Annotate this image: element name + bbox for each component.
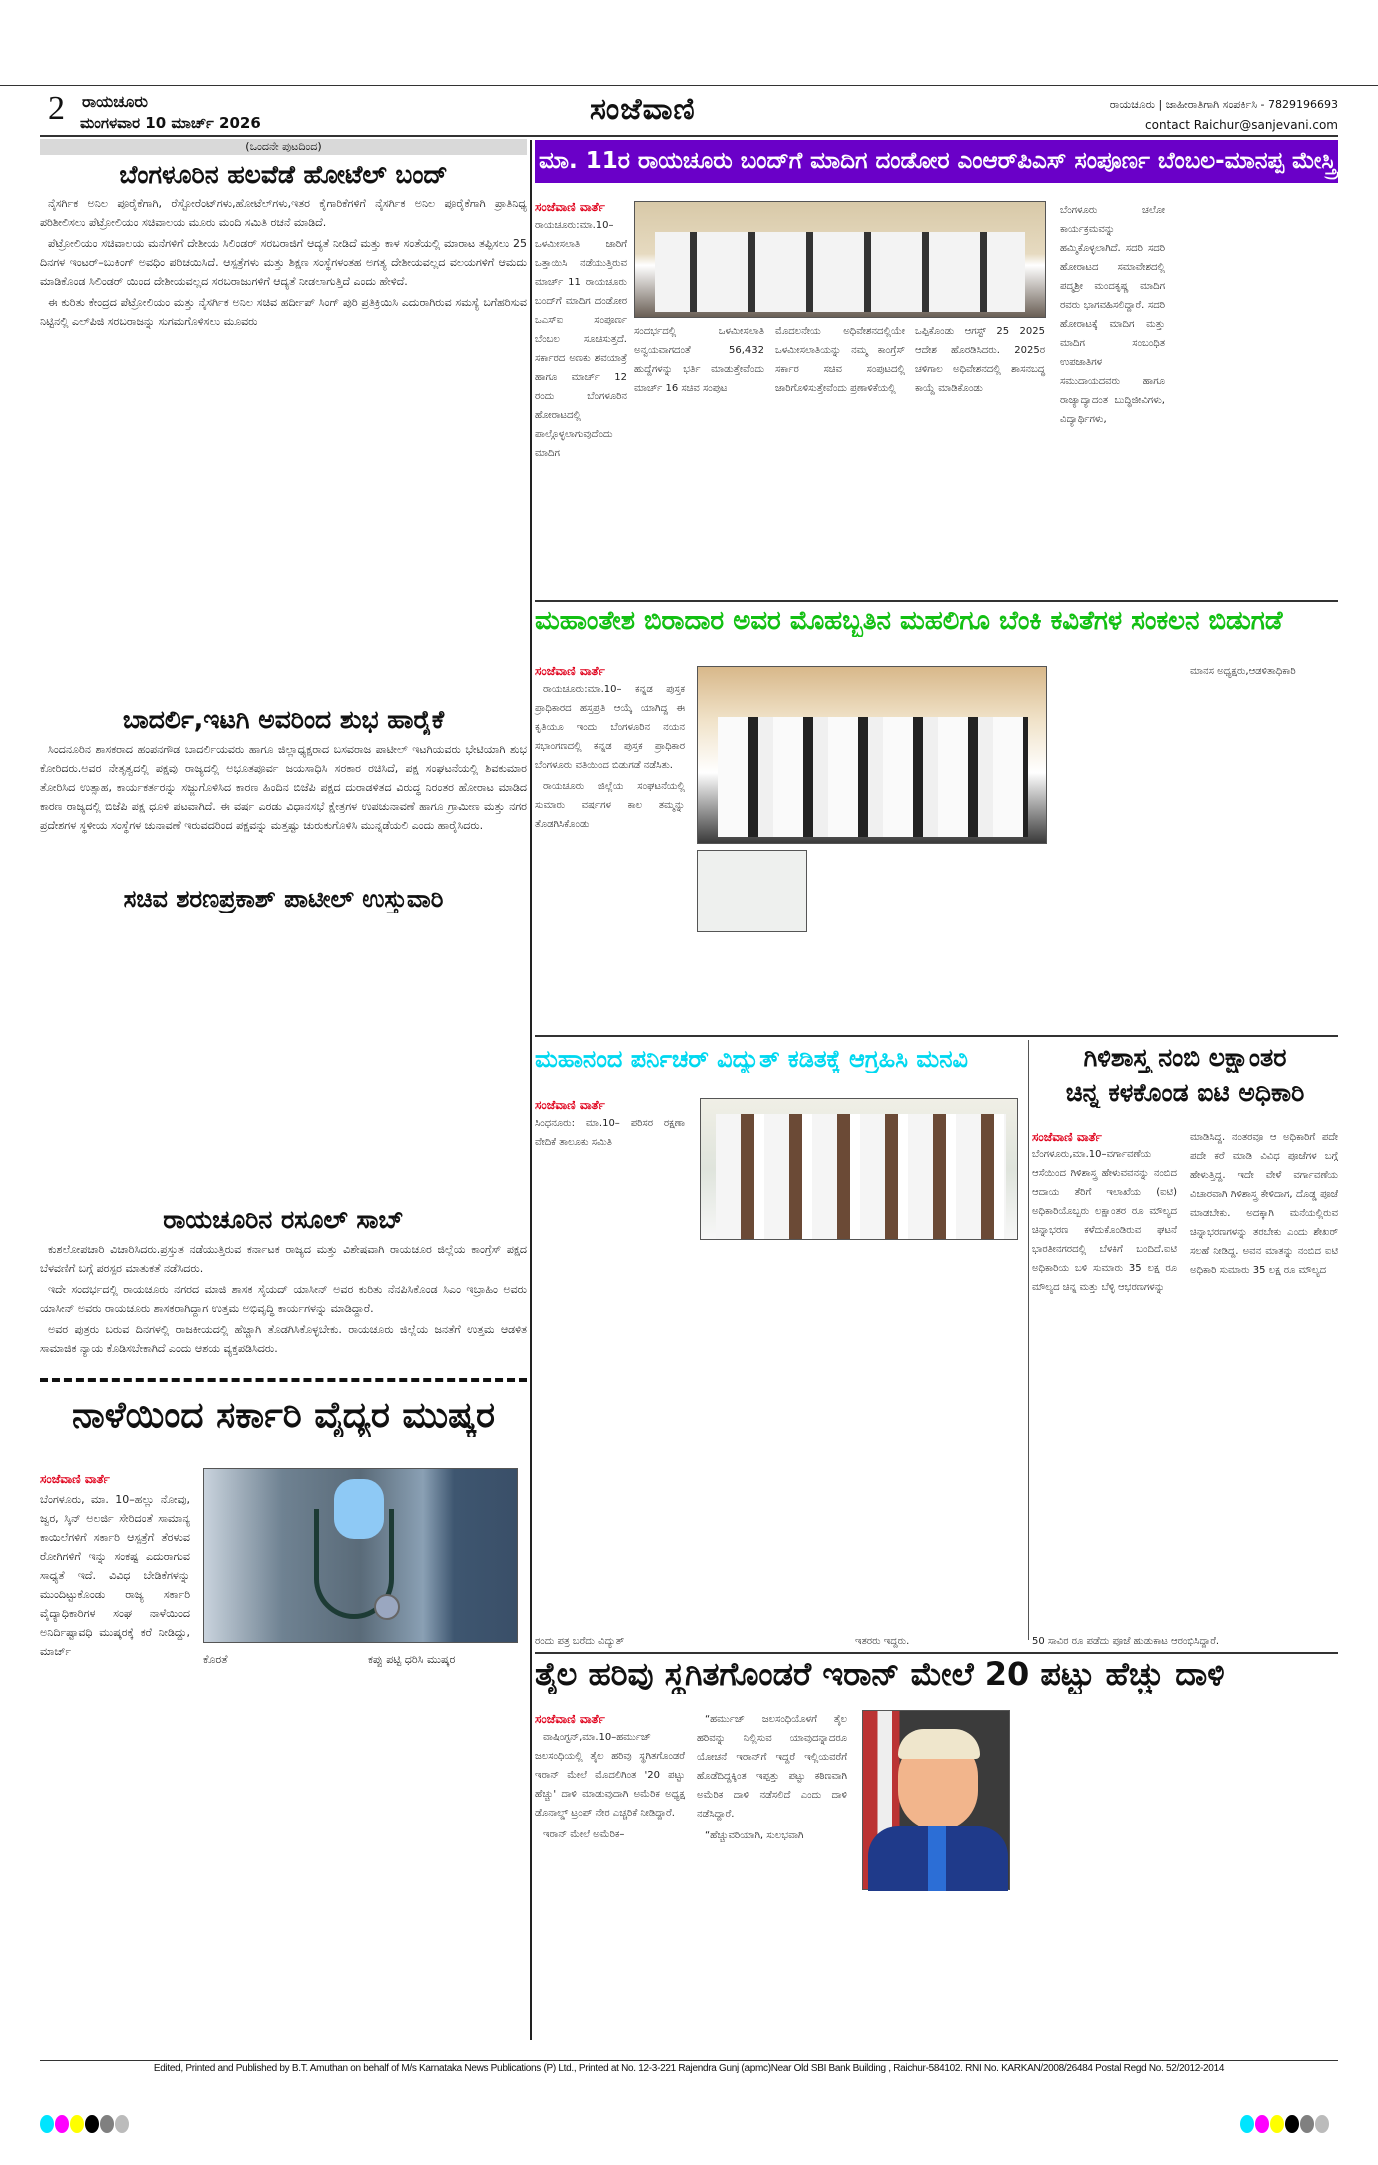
registration-marks-left [40,2115,130,2137]
paragraph: “ಹೆಚ್ಚುವರಿಯಾಗಿ, ಸುಲಭವಾಗಿ [705,1830,804,1841]
byline: ಸಂಜೆವಾಣಿ ವಾರ್ತೆ [535,664,605,678]
story-hotel-bandh [40,194,527,694]
headline-mahananda-furniture: ಮಹಾನಂದ ಪರ್ನಿಚರ್ ವಿದ್ಯುತ್ ಕಡಿತಕ್ಕೆ ಆಗ್ರಹಿಸಿ ಮನವಿ [535,1045,969,1073]
mahananda-col1: ಸಿಂಧನೂರು: ಮಾ.10– ಪರಿಸರ ರಕ್ಷಣಾ ವೇದಿಕೆ ತಾಲೂಕು ಸಮಿತಿ [535,1118,685,1148]
ad-contact-info: ರಾಯಚೂರು | ಜಾಹೀರಾತಿಗಾಗಿ ಸಂಪರ್ಕಿಸಿ - 7829196693 [1109,98,1338,111]
paragraph: ಇದೇ ಸಂದರ್ಭದಲ್ಲಿ ರಾಯಚೂರು ನಗರದ ಮಾಜಿ ಶಾಸಕ ಸೈಯದ್ ಯಾಸೀನ್ ಅವರ ಕುರಿತು ನೆನಪಿಸಿಕೊಂಡ ಸಿಎಂ ಇಬ್ರಾಹಿಂ ಅವರು ಯಾಸೀನ್ ಅವರು ರಾಯಚೂರು ಶಾಸಕರಾಗಿದ್ದಾಗ ಉತ್ತಮ ಅಭಿವೃದ್ಧಿ ಕಾರ್ಯಗಳನ್ನು ಮಾಡಿದ್ದಾರೆ. [40,1283,527,1315]
paragraph: ಕುಶಲೋಪಚಾರಿ ವಿಚಾರಿಸಿದರು.ಪ್ರಸ್ತುತ ನಡೆಯುತ್ತಿರುವ ಕರ್ನಾಟಕ ರಾಜ್ಯದ ಮತ್ತು ವಿಶೇಷವಾಗಿ ರಾಯಚೂರ ಜಿಲ್ಲೆಯ ಕಾಂಗ್ರೆಸ್ ಪಕ್ಷದ ಬೆಳವಣಿಗೆ ಬಗ್ಗೆ ಪರಸ್ಪರ ಮಾತುಕತೆ ನಡೆಸಿದರು. [40,1243,527,1275]
paragraph: ಇರಾನ್ ಮೇಲೆ ಅಮೆರಿಕ– [543,1829,625,1840]
madiga-col1: ರಾಯಚೂರು:ಮಾ.10–ಒಳಮೀಸಲಾತಿ ಜಾರಿಗೆ ಒತ್ತಾಯಿಸಿ ನಡೆಯುತ್ತಿರುವ ಮಾರ್ಚ್ 11 ರಾಯಚೂರು ಬಂದ್‌ಗೆ ಮಾದಿಗ ದಂಡೋರ ಒಎಸ್‌ಐ ಸಂಪೂರ್ಣ ಬೆಂಬಲ ಸೂಚಿಸುತ್ತದೆ. ಸರ್ಕಾರದ ಅಣಕು ಶವಯಾತ್ರೆ ಹಾಗೂ ಮಾರ್ಚ್ 12 ರಂದು ಬೆಂಗಳೂರಿನ ಹೋರಾಟದಲ್ಲಿ ಪಾಲ್ಗೊಳ್ಳಲಾಗುವುದೆಂದು ಮಾದಿಗ [535,220,627,459]
publisher-imprint: Edited, Printed and Published by B.T. Amuthan on behalf of M/s Karnataka News Publications (P) Ltd., Printed at No. 12-3-221 Rajendra Gunj (apmc)Near Old SBI Bank Building , Raichur-584102. RNI No. KARKAN/2008/26484 Postal Regd No. 52/2012-2014 [153,2063,1225,2074]
headline-iran-attack: ತೈಲ ಹರಿವು ಸ್ಥಗಿತಗೊಂಡರೆ ಇರಾನ್ ಮೇಲೆ 20 ಪಟ್ಟು ಹೆಚ್ಚು ದಾಳಿ [535,1655,1225,1693]
madiga-col2: ಸಂದರ್ಭದಲ್ಲಿ ಒಳಮೀಸಲಾತಿ ಅನ್ವಯವಾಗದಂತೆ 56,432 ಹುದ್ದೆಗಳನ್ನು ಭರ್ತಿ ಮಾಡುತ್ತೇವೆಂದು ಮಾರ್ಚ್ 16 ಸಚಿವ ಸಂಪುಟ [634,326,764,394]
headline-poetry-release: ಮಹಾಂತೇಶ ಬಿರಾದಾರ ಅವರ ಮೊಹಬ್ಬತಿನ ಮಹಲಿಗೂ ಬೆಂಕಿ ಕವಿತೆಗಳ ಸಂಕಲನ ಬಿಡುಗಡೆ [535,606,1283,636]
story-doctors-strike: ಬೆಂಗಳೂರು, ಮಾ. 10–ಹಲ್ಲು ನೋವು, ಜ್ವರ, ಸ್ಕಿನ್ ಅಲರ್ಜಿ ಸೇರಿದಂತೆ ಸಾಮಾನ್ಯ ಕಾಯಿಲೆಗಳಿಗೆ ಸರ್ಕಾರಿ ಆಸ್ಪತ್ರೆಗೆ ತೆರಳುವ ರೋಗಿಗಳಿಗೆ ಇನ್ನು ಸಂಕಷ್ಟ ಎದುರಾಗುವ ಸಾಧ್ಯತೆ ಇದೆ. ವಿವಿಧ ಬೇಡಿಕೆಗಳನ್ನು ಮುಂದಿಟ್ಟುಕೊಂಡು ರಾಜ್ಯ ಸರ್ಕಾರಿ ವೈದ್ಯಾಧಿಕಾರಿಗಳ ಸಂಘ ನಾಳೆಯಿಂದ ಅನಿರ್ದಿಷ್ಟಾವಧಿ ಮುಷ್ಕರಕ್ಕೆ ಕರೆ ನೀಡಿದ್ದು, ಮಾರ್ಚ್ [40,1493,190,1658]
mahananda-tail1: ರಂದು ಪತ್ರ ಬರೆದು ವಿದ್ಯುತ್ [535,1636,625,1647]
it-officer-col1: ಬೆಂಗಳೂರು,ಮಾ.10–ವರ್ಗಾವಣೆಯ ಆಸೆಯಿಂದ ಗಿಳಿಶಾಸ್ತ್ರ ಹೇಳುವವನನ್ನು ನಂಬಿದ ಆದಾಯ ತೆರಿಗೆ ಇಲಾಖೆಯ (ಐಟಿ) ಅಧಿಕಾರಿಯೊಬ್ಬರು ಲಕ್ಷಾಂತರ ರೂ ಮೌಲ್ಯದ ಚಿನ್ನಾಭರಣ ಕಳೆದುಕೊಂಡಿರುವ ಘಟನೆ ಭಾರತೀನಗರದಲ್ಲಿ ಬೆಳಕಿಗೆ ಬಂದಿದೆ.ಐಟಿ ಅಧಿಕಾರಿಯ ಬಳಿ ಸುಮಾರು 35 ಲಕ್ಷ ರೂ ಮೌಲ್ಯದ ಚಿನ್ನ ಮತ್ತು ಬೆಳ್ಳಿ ಆಭರಣಗಳನ್ನು [1032,1149,1177,1293]
masthead-text: ಸಂಜೆವಾಣಿ [590,92,696,127]
trump-portrait-photo [862,1710,1010,1890]
madiga-col3: ಮೊದಲನೇಯ ಅಧಿವೇಶನದಲ್ಲಿಯೇ ಒಳಮೀಸಲಾತಿಯನ್ನು ನಮ್ಮ ಕಾಂಗ್ರೆಸ್ ಸರ್ಕಾರ ಸಚಿವ ಸಂಪುಟದಲ್ಲಿ ಜಾರಿಗೊಳಿಸುತ್ತೇವೆಂದು ಪ್ರಣಾಳಿಕೆಯಲ್ಲಿ [775,326,905,394]
iran-col2 [697,1710,847,1847]
paragraph: ಈ ಕುರಿತು ಕೇಂದ್ರದ ಪೆಟ್ರೋಲಿಯಂ ಮತ್ತು ನೈಸರ್ಗಿಕ ಅನಿಲ ಸಚಿವ ಹರ್ದೀಪ್ ಸಿಂಗ್ ಪುರಿ ಪ್ರತಿಕ್ರಿಯಿಸಿ ಎದುರಾಗಿರುವ ಸಮಸ್ಯೆ ಬಗೆಹರಿಸುವ ನಿಟ್ಟಿನಲ್ಲಿ ಎಲ್‌ಪಿಜಿ ಸರಬರಾಜನ್ನು ಸುಗಮಗೊಳಿಸಲು ಮೂವರು [40,296,527,328]
headline-it-officer-line2: ಚಿನ್ನ ಕಳಕೊಂಡ ಐಟಿ ಅಧಿಕಾರಿ [1065,1078,1305,1107]
madiga-col4: ಒಪ್ಪಿಕೊಂಡು ಆಗಸ್ಟ್ 25 2025 ಆದೇಶ ಹೊರಡಿಸಿದರು. 2025ರ ಚಳಿಗಾಲ ಅಧಿವೇಶನದಲ್ಲಿ ಶಾಸನಬದ್ಧ ಕಾಯ್ದೆ ಮಾಡಿಕೊಂಡು [915,326,1045,394]
registration-marks-right [1240,2115,1330,2137]
stethoscope-photo [203,1468,518,1643]
paragraph: ಸಿಂದನೂರಿನ ಶಾಸಕರಾದ ಹಂಪನಗೌಡ ಬಾದರ್ಲಿಯವರು ಹಾಗೂ ಜಿಲ್ಲಾಧ್ಯಕ್ಷರಾದ ಬಸವರಾಜ ಪಾಟೀಲ್ ಇಟಗಿಯವರು ಭೇಟಿಯಾಗಿ ಶುಭ ಕೋರಿದರು.ಅವರ ನೇತೃತ್ವದಲ್ಲಿ ಪಕ್ಷವು ರಾಜ್ಯದಲ್ಲಿ ಅಭೂತಪೂರ್ವ ಜಯಸಾಧಿಸಿ ಸರಕಾರ ರಚಿಸಿದೆ, ಪಕ್ಷ ಸಂಘಟನೆಯಲ್ಲಿ ಶಿವಕುಮಾರ ತೋರಿಸಿದ ಉತ್ಸಾಹ, ಕಾರ್ಯಕರ್ತರನ್ನು ಸಜ್ಜುಗೊಳಿಸಿದ ಕಾರಣ ಹಿಂದಿನ ಬಿಜೆಪಿ ಪಕ್ಷದ ದುರಾಡಳಿತದ ವಿರುದ್ಧ ನಿರಂತರ ಹೋರಾಟ ಮಾಡಿದ ಕಾರಣ ರಾಜ್ಯದಲ್ಲಿ ಬಿಜೆಪಿ ಪಕ್ಷ ಧೂಳಿ ಪಟವಾಗಿದೆ. ಈ ವರ್ಷ ಎರಡು ವಿಧಾನಸಭೆ ಕ್ಷೇತ್ರಗಳ ಉಪಚುನಾವಣೆ ಹಾಗೂ ಗ್ರಾಮೀಣ ಮತ್ತು ನಗರ ಪ್ರದೇಶಗಳ ಸ್ಥಳೀಯ ಸಂಸ್ಥೆಗಳ ಚುನಾವಣೆ ಇರುವದರಿಂದ ಪಕ್ಷವನ್ನು ಮತ್ತಷ್ಟು ಚುರುಕುಗೊಳಿಸಿ ಮುನ್ನಡೆಯಲಿ ಎಂದು ಹಾರೈಸಿದರು. [40,743,527,832]
continued-banner: (ಒಂದನೇ ಪುಟದಿಂದ) [40,139,527,155]
headline-it-officer-line1: ಗಿಳಿಶಾಸ್ತ್ರ ನಂಬಿ ಲಕ್ಷಾಂತರ [1083,1043,1287,1072]
byline: ಸಂಜೆವಾಣಿ ವಾರ್ತೆ [535,1098,605,1112]
byline: ಸಂಜೆವಾಣಿ ವಾರ್ತೆ [40,1472,110,1486]
byline: ಸಂಜೆವಾಣಿ ವಾರ್ತೆ [1032,1130,1102,1144]
story-badarli [40,740,527,880]
page-number: 2 [48,90,65,127]
paragraph: ರಾಯಚೂರು:ಮಾ.10– ಕನ್ನಡ ಪುಸ್ತಕ ಪ್ರಾಧಿಕಾರದ ಹಸ್ತಪ್ರತಿ ಆಯ್ಕೆ ಯಾಗಿದ್ದ ಈ ಕೃತಿಯೂ ಇಂದು ಬೆಂಗಳೂರಿನ ನಯನ ಸಭಾಂಗಣದಲ್ಲಿ ಕನ್ನಡ ಪುಸ್ತಕ ಪ್ರಾಧಿಕಾರ ಬೆಂಗಳೂರು ವತಿಯಿಂದ ಬಿಡುಗಡೆ ನಡೆಸಿತು. [535,684,685,771]
headline-doctors-strike: ನಾಳೆಯಿಂದ ಸರ್ಕಾರಿ ವೈದ್ಯರ ಮುಷ್ಕರ [71,1395,496,1436]
poetry-col5: ಮಾನಸ ಅಧ್ಯಕ್ಷರು,ಆಡಳಿತಾಧಿಕಾರಿ [1190,666,1296,677]
paragraph: ಅವರ ಪುತ್ರರು ಬರುವ ದಿನಗಳಲ್ಲಿ ರಾಜಕೀಯದಲ್ಲಿ ಹೆಚ್ಚಾಗಿ ತೊಡಗಿಸಿಕೊಳ್ಳಬೇಕು. ರಾಯಚೂರು ಜಿಲ್ಲೆಯ ಜನತೆಗೆ ಉತ್ತಮ ಆಡಳಿತ ಸಾಮಾಜಿಕ ನ್ಯಾಯ ಕೊಡಿಸಬೇಕಾಗಿದೆ ಎಂದು ಆಶಯ ವ್ಯಕ್ತಪಡಿಸಿದರು. [40,1323,527,1355]
poetry-col1 [535,680,685,836]
book-cover-image [697,850,807,932]
paragraph: ವಾಷಿಂಗ್ಟನ್,ಮಾ.10–ಹರ್ಮುಜ್ ಜಲಸಂಧಿಯಲ್ಲಿ ತೈಲ ಹರಿವು ಸ್ಥಗಿತಗೊಂಡರೆ ಇರಾನ್ ಮೇಲೆ ಮೊದಲಿಗಿಂತ '20 ಪಟ್ಟು ಹೆಚ್ಚು' ದಾಳಿ ಮಾಡುವುದಾಗಿ ಅಮೆರಿಕ ಅಧ್ಯಕ್ಷ ಡೊನಾಲ್ಡ್ ಟ್ರಂಪ್ ನೇರ ಎಚ್ಚರಿಕೆ ನೀಡಿದ್ದಾರೆ. [535,1732,685,1819]
paragraph: “ಹರ್ಮುಜ್ ಜಲಸಂಧಿಯೊಳಗೆ ತೈಲ ಹರಿವನ್ನು ನಿಲ್ಲಿಸುವ ಯಾವುದನ್ನಾದರೂ ಯೋಚನೆ ಇರಾನ್‌ಗೆ ಇದ್ದರೆ ಇಲ್ಲಿಯವರೆಗೆ ಹೊಡೆದಿದ್ದಕ್ಕಿಂತ ಇಪ್ಪತ್ತು ಪಟ್ಟು ಕಠಿಣವಾಗಿ ಅಮೆರಿಕ ದಾಳಿ ನಡೆಸಲಿದೆ ಎಂದು ದಾಳಿ ನಡೆಸಿದ್ದಾರೆ. [697,1714,847,1820]
doctor-col2: ಕೊರತೆ [203,1653,228,1666]
headline-hotel-bandh: ಬೆಂಗಳೂರಿನ ಹಲವೆಡೆ ಹೋಟೆಲ್ ಬಂದ್ [119,160,448,189]
memorandum-photo [700,1098,1018,1240]
mahananda-tail2: ಇತರರು ಇದ್ದರು. [855,1636,910,1647]
headline-badarli: ಬಾದರ್ಲಿ,ಇಟಗಿ ಅವರಿಂದ ಶುಭ ಹಾರೈಕೆ [122,705,445,734]
paragraph: ರಾಯಚೂರು ಜಿಲ್ಲೆಯ ಸಂಘಟನೆಯಲ್ಲಿ ಸುಮಾರು ವರ್ಷಗಳ ಕಾಲ ತಮ್ಮನ್ನು ತೊಡಗಿಸಿಕೊಂಡು [535,781,685,830]
byline: ಸಂಜೆವಾಣಿ ವಾರ್ತೆ [535,200,605,214]
dashed-divider [40,1378,527,1382]
it-officer-tail: 50 ಸಾವಿರ ರೂ ಪಡೆದು ಪೂಜೆ ಹುಡುಕಾಟ ಆರಂಭಿಸಿದ್ದಾರೆ. [1032,1636,1220,1647]
paragraph: ಪೆಟ್ರೋಲಿಯಂ ಸಚಿವಾಲಯ ಮನೆಗಳಿಗೆ ದೇಶೀಯ ಸಿಲಿಂಡರ್ ಸರಬರಾಜಿಗೆ ಆದ್ಯತೆ ನೀಡಿದೆ ಮತ್ತು ಕಾಳ ಸಂತೆಯಲ್ಲಿ ಮಾರಾಟ ತಪ್ಪಿಸಲು 25 ದಿನಗಳ ಇಂಟರ್–ಬುಕಿಂಗ್ ಅವಧಿಂ ಪರಿಚಯಿಸಿದೆ. ಆಸ್ಪತ್ರೆಗಳು ಮತ್ತು ಶಿಕ್ಷಣ ಸಂಸ್ಥೆಗಳಂತಹ ಅಗತ್ಯ ದೇಶೀಯವಲ್ಲದ ವಲಯಗಳಿಗೆ ಆಮದು ಮಾಡಿಕೊಂಡ ಸಿಲಿಂಡರ್ ಯಿಂದ ದೇಶೀಯವಲ್ಲದ ಸರಬರಾಜುಗಳಿಗೆ ಆದ್ಯತೆ ನೀಡಲಾಗುತ್ತಿದೆ ಎಂದು ಹೇಳಿದೆ. [40,237,527,288]
iran-col1 [535,1728,685,1846]
masthead-logo [590,92,696,127]
email-contact: contact Raichur@sanjevani.com [1145,118,1338,132]
edition-city: ರಾಯಚೂರು [82,92,148,111]
byline: ಸಂಜೆವಾಣಿ ವಾರ್ತೆ [535,1712,605,1726]
doctor-col3: ಕಪ್ಪು ಪಟ್ಟಿ ಧರಿಸಿ ಮುಷ್ಕರ [368,1653,456,1666]
madiga-col5: ಬೆಂಗಳೂರು ಚಲೋ ಕಾರ್ಯಕ್ರಮವನ್ನು ಹಮ್ಮಿಕೊಳ್ಳಲಾಗಿದೆ. ಸದರಿ ಸದರಿ ಹೋರಾಟದ ಸಮಾವೇಶದಲ್ಲಿ ಪದ್ಮಶ್ರೀ ಮಂದಕೃಷ್ಣ ಮಾದಿಗ ರವರು ಭಾಗವಹಿಸಲಿದ್ದಾರೆ. ಸದರಿ ಹೋರಾಟಕ್ಕೆ ಮಾದಿಗ ಮತ್ತು ಮಾದಿಗ ಸಂಬಂಧಿತ ಉಪಜಾತಿಗಳ ಸಮುದಾಯದವರು ಹಾಗೂ ರಾಜ್ಯಾದ್ಯಾದಂತ ಬುದ್ಧಿಜೀವಿಗಳು, ವಿದ್ಯಾರ್ಥಿಗಳು, [1060,205,1165,425]
headline-minister-patil: ಸಚಿವ ಶರಣಪ್ರಕಾಶ್ ಪಾಟೀಲ್ ಉಸ್ತುವಾರಿ [123,885,444,913]
story-rasool-sab [40,1240,527,1370]
headline-rasool-sab: ರಾಯಚೂರಿನ ರಸೂಲ್ ಸಾಬ್ [163,1205,404,1234]
edition-date: ಮಂಗಳವಾರ 10 ಮಾರ್ಚ್ 2026 [80,114,261,132]
it-officer-col2: ಮಾಡಿಸಿದ್ದ. ನಂತರವೂ ಆ ಅಧಿಕಾರಿಗೆ ಪದೇ ಪದೇ ಕರೆ ಮಾಡಿ ವಿವಿಧ ಪೂಜೆಗಳ ಬಗ್ಗೆ ಹೇಳುತ್ತಿದ್ದ. ಇದೇ ವೇಳೆ ವರ್ಗಾವಣೆಯ ವಿಚಾರವಾಗಿ ಗಿಳಿಶಾಸ್ತ್ರ ಕೇಳಿದಾಗ, ದೊಡ್ಡ ಪೂಜೆ ಮಾಡಬೇಕು. ಅದಕ್ಕಾಗಿ ಮನೆಯಲ್ಲಿರುವ ಚಿನ್ನಾಭರಣಗಳನ್ನು ತರಬೇಕು ಎಂದು ಶೇಖರ್ ಸಲಹೆ ನೀಡಿದ್ದ. ಅವನ ಮಾತನ್ನು ನಂಬಿದ ಐಟಿ ಅಧಿಕಾರಿ ಸುಮಾರು 35 ಲಕ್ಷ ರೂ ಮೌಲ್ಯದ [1190,1132,1338,1276]
paragraph: ನೈಸರ್ಗಿಕ ಅನಿಲ ಪೂರೈಕೆಗಾಗಿ, ರೆಸ್ಟೋರೆಂಟ್‌ಗಳು,ಹೋಟೆಲ್‌ಗಳು,ಇತರ ಕೈಗಾರಿಕೆಗಳಿಗೆ ನೈಸರ್ಗಿಕ ಅನಿಲ ಪೂರೈಕೆಗಾಗಿ ಪ್ರಾತಿನಿಧ್ಯ ಪರಿಶೀಲಿಸಲು ಪೆಟ್ರೋಲಿಯಂ ಸಚಿವಾಲಯ ಮೂರು ಮಂದಿ ಸಮಿತಿ ರಚನೆ ಮಾಡಿದೆ. [40,197,527,229]
book-release-photo [697,666,1047,844]
headline-madiga-bandh: ಮಾ. 11ರ ರಾಯಚೂರು ಬಂದ್‌ಗೆ ಮಾದಿಗ ದಂಡೋರ ಎಂಆರ್‌ಪಿಎಸ್ ಸಂಪೂರ್ಣ ಬೆಂಬಲ-ಮಾನಪ್ಪ ಮೇಸ್ತ್ರಿ [535,140,1338,183]
press-meet-photo [634,201,1046,318]
